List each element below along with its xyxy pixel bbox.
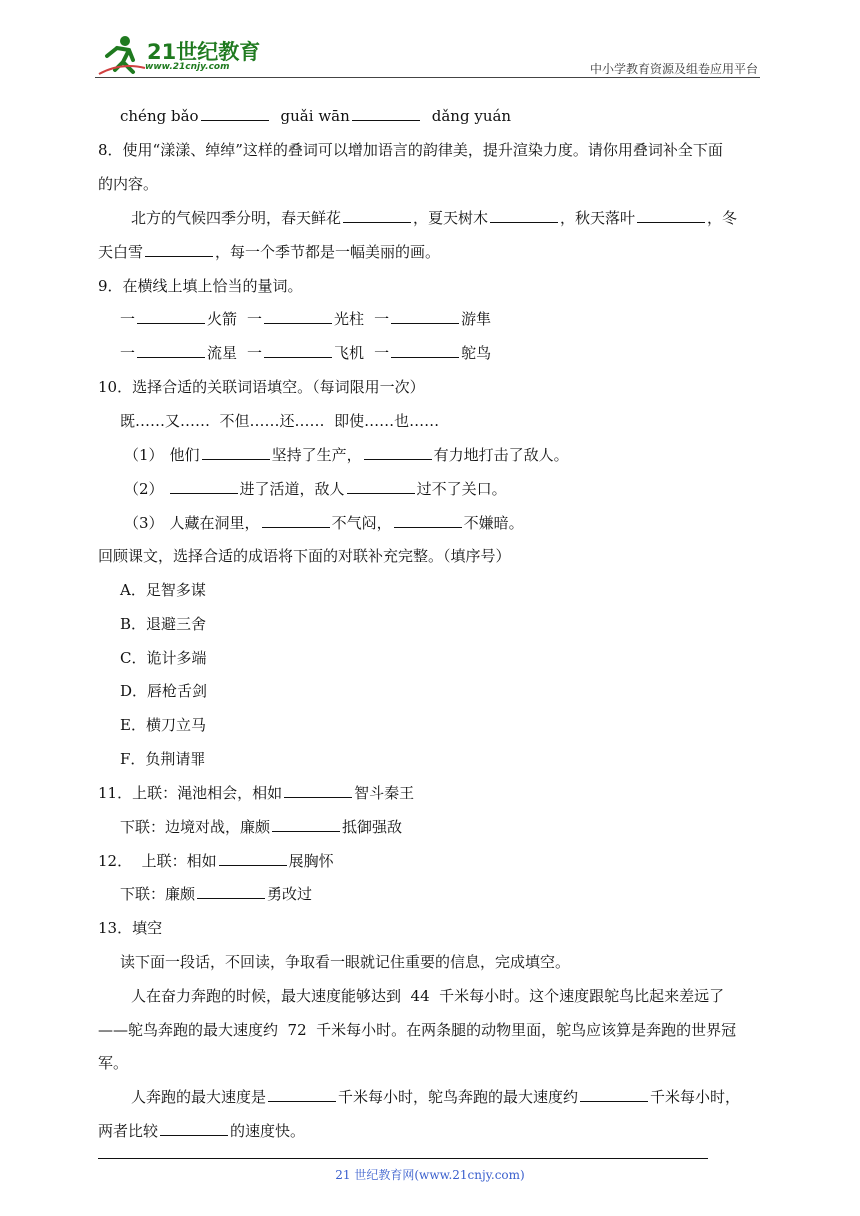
- q11-lower: [120, 817, 402, 837]
- q10-text: 不嫌暗。: [463, 514, 524, 532]
- couplet-text: 下联：边境对战，廉颇: [120, 818, 271, 836]
- q8-body-line1: [131, 208, 737, 228]
- q8-prompt-cont: 的内容。: [98, 175, 159, 193]
- q9-text: 一: [120, 344, 136, 362]
- footer-link[interactable]: 21 世纪教育网(www.21cnjy.com): [335, 1168, 525, 1182]
- q9-text: 一: [374, 344, 390, 362]
- couplet-text: 智斗秦王: [354, 784, 415, 802]
- couplet-text: 下联：廉颇: [120, 885, 196, 903]
- q8-text: ，冬: [707, 209, 738, 227]
- q9-noun: 光柱: [334, 310, 365, 328]
- q9-noun: 鸵鸟: [461, 344, 492, 362]
- idiom-option-a: A．足智多谋: [120, 581, 206, 599]
- q12-upper: [98, 851, 334, 871]
- idiom-option-e: E．横刀立马: [120, 716, 206, 734]
- q9-prompt: 9．在横线上填上恰当的量词。: [98, 277, 303, 295]
- answer-blank[interactable]: [137, 309, 205, 324]
- answer-blank[interactable]: [272, 817, 340, 832]
- answer-blank[interactable]: [264, 309, 332, 324]
- runner-logo-icon: [95, 32, 147, 78]
- answer-blank[interactable]: [490, 208, 558, 223]
- answer-blank[interactable]: [364, 445, 432, 460]
- answer-blank[interactable]: [197, 884, 265, 899]
- q13-text: 人奔跑的最大速度是: [131, 1088, 267, 1106]
- answer-blank[interactable]: [580, 1087, 648, 1102]
- q10-sentence-3: [124, 513, 524, 533]
- couplet-text: 勇改过: [267, 885, 313, 903]
- q7-pinyin-line: [120, 106, 511, 126]
- answer-blank[interactable]: [219, 851, 287, 866]
- q10-prompt: 10．选择合适的关联词语填空。（每词限用一次）: [98, 378, 425, 396]
- q10-text: 过不了关口。: [416, 480, 507, 498]
- footer-divider: [98, 1158, 708, 1159]
- item-number: （2）: [124, 480, 164, 498]
- answer-blank[interactable]: [201, 106, 269, 121]
- q10-sentence-2: [124, 479, 507, 499]
- idiom-option-d: D．唇枪舌剑: [120, 682, 208, 700]
- answer-blank[interactable]: [160, 1121, 228, 1136]
- answer-blank[interactable]: [170, 479, 238, 494]
- q8-text: 北方的气候四季分明，春天鲜花: [131, 209, 342, 227]
- couplet-text: 11．上联：渑池相会，相如: [98, 784, 283, 802]
- answer-blank[interactable]: [391, 309, 459, 324]
- pinyin-3: dǎng yuán: [431, 107, 512, 125]
- answer-blank[interactable]: [262, 513, 330, 528]
- pinyin-2: guǎi wān: [280, 107, 350, 125]
- q13-fill-line1: [131, 1087, 740, 1107]
- answer-blank[interactable]: [145, 242, 213, 257]
- q10-text: 不气闷，: [331, 514, 392, 532]
- answer-blank[interactable]: [264, 343, 332, 358]
- q8-text: ，秋天落叶: [560, 209, 636, 227]
- couplet-text: 抵御强敌: [342, 818, 403, 836]
- q9-noun: 流星: [207, 344, 238, 362]
- q10-sentence-1: [124, 445, 569, 465]
- q8-text: 天白雪: [98, 243, 144, 261]
- q13-paragraph-line1: 人在奋力奔跑的时候，最大速度能够达到 44 千米每小时。这个速度跟鸵鸟比起来差远了: [131, 987, 725, 1005]
- q13-text: 两者比较: [98, 1122, 159, 1140]
- pinyin-1: chéng bǎo: [120, 107, 199, 125]
- q11-upper: [98, 783, 414, 803]
- q10-text: 有力地打击了敌人。: [433, 446, 569, 464]
- q9-row-2: [120, 343, 491, 363]
- idiom-option-b: B．退避三舍: [120, 615, 207, 633]
- answer-blank[interactable]: [202, 445, 270, 460]
- q12-lower: [120, 884, 312, 904]
- q9-text: 一: [120, 310, 136, 328]
- answer-blank[interactable]: [268, 1087, 336, 1102]
- page-header: [95, 30, 760, 80]
- couplet-text: 展胸怀: [288, 852, 334, 870]
- q13-instruction: 读下面一段话，不回读，争取看一眼就记住重要的信息，完成填空。: [120, 953, 571, 971]
- q8-text: ，每一个季节都是一幅美丽的画。: [215, 243, 441, 261]
- answer-blank[interactable]: [637, 208, 705, 223]
- q9-row-1: [120, 309, 491, 329]
- q8-body-line2: [98, 242, 440, 262]
- q9-noun: 游隼: [461, 310, 492, 328]
- q13-fill-line2: [98, 1121, 305, 1141]
- q9-noun: 飞机: [334, 344, 365, 362]
- q9-text: 一: [374, 310, 390, 328]
- header-divider: [95, 77, 760, 78]
- answer-blank[interactable]: [284, 783, 352, 798]
- q10-options: 既……又…… 不但……还…… 即使……也……: [120, 412, 440, 430]
- q13-text: 千米每小时，鸵鸟奔跑的最大速度约: [338, 1088, 579, 1106]
- q10-text: 他们: [169, 446, 200, 464]
- platform-name: 中小学教育资源及组卷应用平台: [589, 62, 758, 76]
- q13-paragraph-line2: ——鸵鸟奔跑的最大速度约 72 千米每小时。在两条腿的动物里面，鸵鸟应该算是奔跑的世界冠: [98, 1021, 737, 1039]
- logo-text: 21世纪教育: [147, 40, 261, 64]
- answer-blank[interactable]: [137, 343, 205, 358]
- answer-blank[interactable]: [347, 479, 415, 494]
- q8-text: ，夏天树木: [413, 209, 489, 227]
- q10-text: 进了活道，敌人: [239, 480, 345, 498]
- answer-blank[interactable]: [343, 208, 411, 223]
- idiom-option-f: F．负荆请罪: [120, 750, 206, 768]
- idiom-option-c: C．诡计多端: [120, 649, 207, 667]
- q8-prompt: 8．使用“漾漾、绰绰”这样的叠词可以增加语言的韵律美，提升渲染力度。请你用叠词补全下面: [98, 141, 723, 159]
- q9-text: 一: [247, 344, 263, 362]
- q10-text: 人藏在洞里，: [169, 514, 260, 532]
- q13-text: 千米每小时，: [650, 1088, 741, 1106]
- answer-blank[interactable]: [352, 106, 420, 121]
- q9-text: 一: [247, 310, 263, 328]
- answer-blank[interactable]: [391, 343, 459, 358]
- q13-paragraph-line3: 军。: [98, 1054, 129, 1072]
- idiom-prompt: 回顾课文，选择合适的成语将下面的对联补充完整。（填序号）: [98, 547, 511, 565]
- answer-blank[interactable]: [394, 513, 462, 528]
- q13-text: 的速度快。: [230, 1122, 306, 1140]
- q10-text: 坚持了生产，: [271, 446, 362, 464]
- q9-noun: 火箭: [207, 310, 238, 328]
- logo-url: www.21cnjy.com: [145, 62, 230, 72]
- item-number: （1）: [124, 446, 164, 464]
- site-logo[interactable]: [95, 32, 265, 78]
- q13-prompt: 13．填空: [98, 919, 163, 937]
- item-number: （3）: [124, 514, 164, 532]
- couplet-text: 12． 上联：相如: [98, 852, 217, 870]
